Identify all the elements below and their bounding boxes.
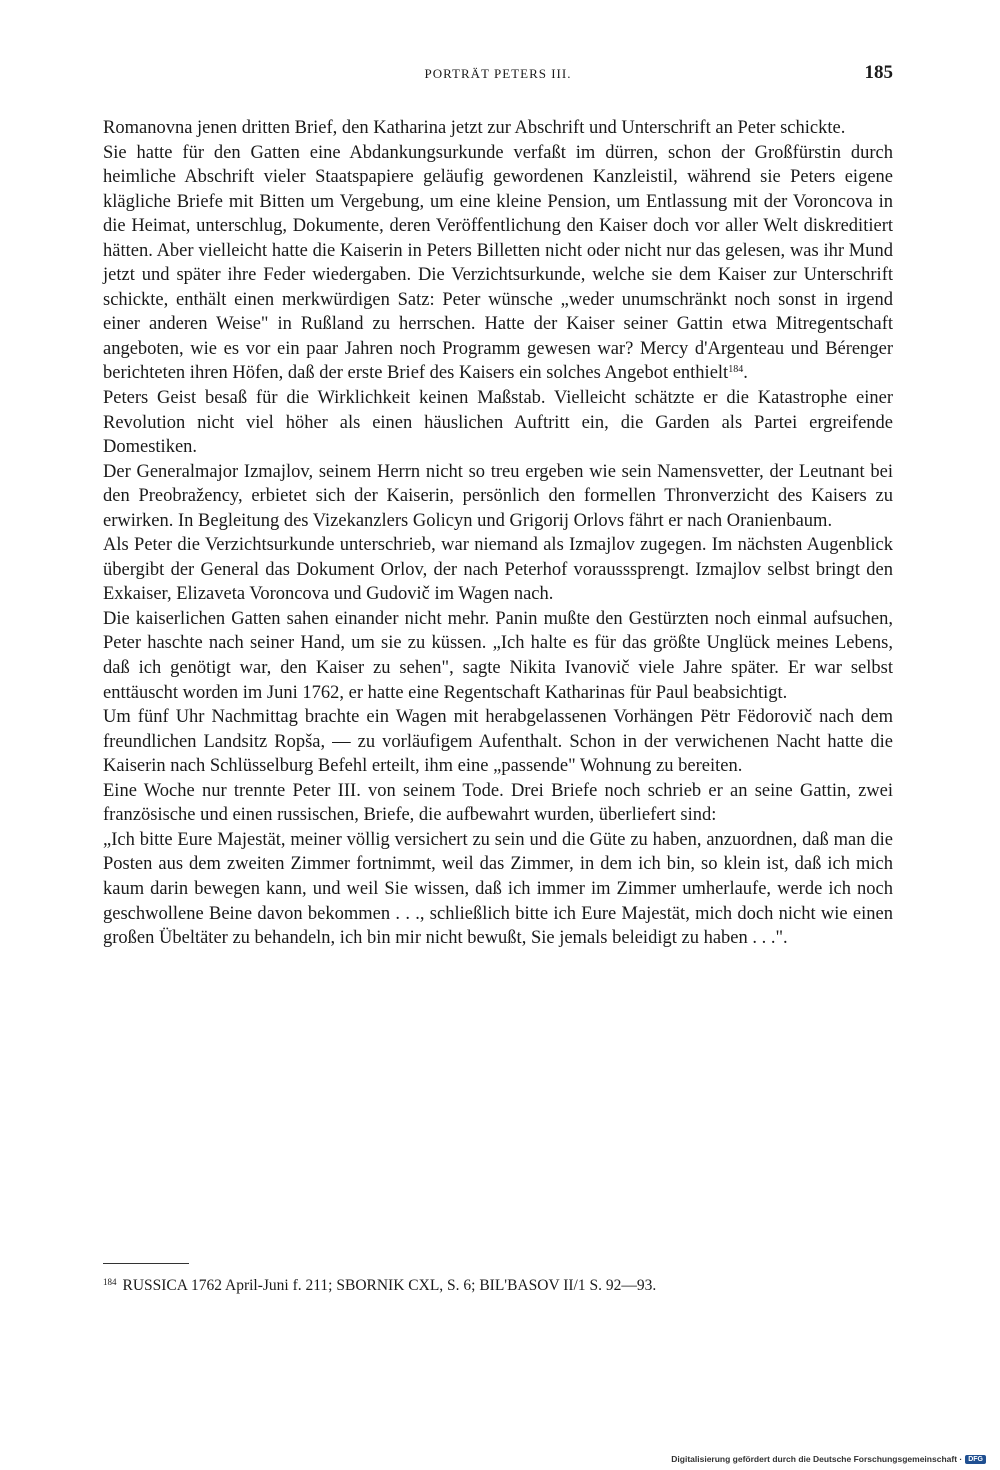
dfg-logo-icon: DFG bbox=[965, 1455, 986, 1464]
paragraph-text: Sie hatte für den Gatten eine Abdankungsurkunde verfaßt im dürren, schon der Großfürstin durch heimliche Abschrift vieler Staatspapiere geläufig gewordenen Kanzleistil, während sie Peters eigene klägliche Briefe mit Bitten um Vergebung, um eine kleine Pension, um Entlassung mit der Voroncova in die Heimat, unterschlug, Dokumente, deren Veröffentlichung den Kaiser doch vor aller Welt diskreditiert hätten. Aber vielleicht hatte die Kaiserin in Peters Billetten nicht oder nicht nur das gelesen, was ihr Mund jetzt und später ihre Feder wiedergaben. Die Verzichtsurkunde, welche sie dem Kaiser zur Unterschrift schickte, enthält einen merkwürdigen Satz: Peter wünsche „weder unumschränkt noch sonst in irgend einer anderen Weise" in Rußland zu herrschen. Hatte der Kaiser seiner Gattin etwa Mitregentschaft angeboten, wie es vor ein paar Jahren noch Programm gewesen war? Mercy d'Argenteau und Bérenger berichteten ihren Höfen, daß der erste Brief des Kaisers ein solches Angebot enthielt bbox=[103, 142, 893, 384]
footnote-marker: 184 bbox=[103, 1277, 117, 1287]
paragraph: Romanovna jenen dritten Brief, den Katharina jetzt zur Abschrift und Unterschrift an Peter schickte. bbox=[103, 118, 846, 138]
running-title: PORTRÄT PETERS III. bbox=[424, 66, 572, 81]
paragraph: Peters Geist besaß für die Wirklichkeit keinen Maßstab. Vielleicht schätzte er die Katastrophe einer Revolution nicht viel höher als einen häuslichen Auftritt ein, die Garden als Partei ergreifende Domestiken. bbox=[103, 388, 893, 458]
digitization-credit bbox=[671, 1452, 986, 1466]
paragraph: Die kaiserlichen Gatten sahen einander nicht mehr. Panin mußte den Gestürzten noch einmal aufsuchen, Peter haschte nach seiner Hand, um sie zu küssen. „Ich halte es für das größte Unglück meines Lebens, daß ich genötigt war, den Kaiser zu sehen", sagte Nikita Ivanovič viele Jahre später. Er war selbst enttäuscht worden im Juni 1762, er hatte eine Regentschaft Katharinas für Paul beabsichtigt. bbox=[103, 608, 893, 703]
paragraph: Der Generalmajor Izmajlov, seinem Herrn nicht so treu ergeben wie sein Namensvetter, der Leutnant bei den Preobražency, erbietet sich der Kaiserin, persönlich den formellen Thronverzicht des Kaisers zu erwirken. In Begleitung des Vizekanzlers Golicyn und Grigorij Orlovs fährt er nach Oranienbaum. bbox=[103, 461, 893, 531]
credit-text: Digitalisierung gefördert durch die Deutsche Forschungsgemeinschaft · bbox=[671, 1454, 963, 1464]
footnote-text: RUSSICA 1762 April-Juni f. 211; SBORNIK CXL, S. 6; BIL'BASOV II/1 S. 92—93. bbox=[122, 1277, 657, 1294]
paragraph-end: . bbox=[743, 363, 748, 384]
page-number: 185 bbox=[864, 62, 893, 83]
paragraph: Um fünf Uhr Nachmittag brachte ein Wagen mit herabgelassenen Vorhängen Pëtr Fëdorovič nach dem freundlichen Landsitz Ropša, — zu vorläufigem Aufenthalt. Schon in der verwichenen Nacht hatte die Kaiserin nach Schlüsselburg Befehl erteilt, ihm eine „passende" Wohnung zu bereiten. bbox=[103, 707, 893, 777]
footnote bbox=[103, 1271, 893, 1297]
footnote-reference: 184 bbox=[728, 364, 744, 376]
paragraph: Als Peter die Verzichtsurkunde unterschrieb, war niemand als Izmajlov zugegen. Im nächsten Augenblick übergibt der General das Dokument Orlov, der nach Peterhof vorausssprengt. Izmajlov selbst bringt den Exkaiser, Elizaveta Voroncova und Gudovič im Wagen nach. bbox=[103, 535, 893, 605]
paragraph bbox=[103, 141, 893, 386]
running-head bbox=[103, 62, 893, 90]
footnote-divider bbox=[103, 1263, 189, 1264]
body-text bbox=[103, 116, 893, 951]
quotation: „Ich bitte Eure Majestät, meiner völlig versichert zu sein und die Güte zu haben, anzuordnen, daß man die Posten aus dem zweiten Zimmer fortnimmt, weil das Zimmer, in dem ich bin, so klein ist, daß ich mich kaum darin bewegen kann, und weil Sie wissen, daß ich immer im Zimmer umherlaufe, werde ich noch geschwollene Beine davon bekommen . . ., schließlich bitte ich Eure Majestät, mich doch nicht wie einen großen Übeltäter zu behandeln, ich bin mir nicht bewußt, Sie jemals beleidigt zu haben . . .". bbox=[103, 829, 893, 949]
paragraph: Eine Woche nur trennte Peter III. von seinem Tode. Drei Briefe noch schrieb er an seine Gattin, zwei französische und einen russischen, Briefe, die aufbewahrt wurden, überliefert sind: bbox=[103, 780, 893, 826]
